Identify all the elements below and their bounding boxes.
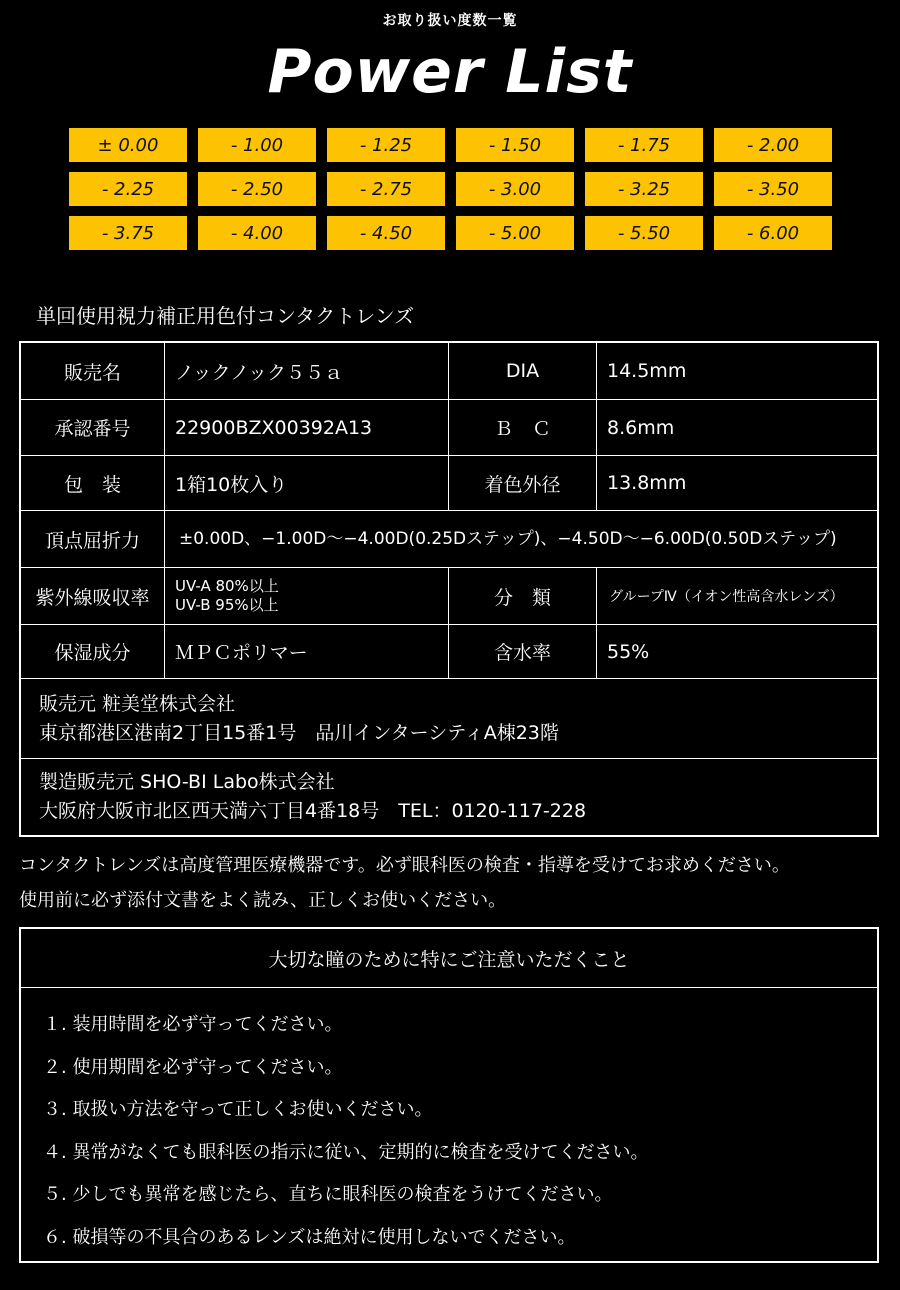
- package-value: 1箱10枚入り: [175, 473, 288, 496]
- caution-item: ４. 異常がなくても眼科医の指示に従い、定期的に検査を受けてください。: [43, 1141, 649, 1163]
- caution-item: ３. 取扱い方法を守って正しくお使いください。: [43, 1099, 433, 1121]
- power-grid: [69, 128, 835, 250]
- moisturizer-value: ＭＰＣポリマー: [175, 642, 308, 664]
- approval-label: 承認番号: [54, 418, 131, 440]
- uv-absorption-value: [165, 568, 448, 624]
- spec-row: [21, 456, 877, 511]
- power-list-subtitle: お取り扱い度数一覧: [382, 13, 518, 29]
- spec-row: [21, 568, 877, 625]
- maker-name: 製造販売元 SHO-BI Labo株式会社: [39, 771, 335, 793]
- spec-row: [21, 400, 877, 456]
- power-chip: - 2.00: [714, 128, 832, 162]
- color-diameter-value: 13.8mm: [607, 472, 687, 494]
- maker-row: [21, 759, 877, 835]
- power-chip: - 4.00: [198, 216, 316, 250]
- spec-row: [21, 343, 877, 400]
- caution-list: [21, 988, 877, 1257]
- caution-item: １. 装用時間を必ず守ってください。: [43, 1014, 343, 1036]
- power-chip: - 4.50: [327, 216, 445, 250]
- maker-info: [21, 759, 877, 835]
- power-chip: - 1.75: [585, 128, 703, 162]
- power-chip: - 1.25: [327, 128, 445, 162]
- caution-item: ５. 少しでも異常を感じたら、直ちに眼科医の検査をうけてください。: [43, 1184, 613, 1206]
- power-list-title: Power List: [267, 37, 633, 107]
- seller-address: 東京都港区港南2丁目15番1号 品川インターシティA棟23階: [39, 721, 559, 744]
- medical-device-notice: コンタクトレンズは高度管理医療機器です。必ず眼科医の検査・指導を受けてお求めください。: [19, 855, 790, 876]
- bc-label: Ｂ Ｃ: [493, 418, 551, 440]
- uv-a-value: UV-A 80%以上: [175, 577, 279, 595]
- seller-name: 販売元 粧美堂株式会社: [39, 692, 236, 715]
- power-chip: - 5.50: [585, 216, 703, 250]
- seller-info: [21, 679, 877, 758]
- uv-b-value: UV-B 95%以上: [175, 596, 279, 614]
- power-chip: - 5.00: [456, 216, 574, 250]
- spec-row: [21, 625, 877, 679]
- power-chip: - 3.75: [69, 216, 187, 250]
- color-diameter-label: 着色外径: [484, 473, 561, 496]
- spec-heading: 単回使用視力補正用色付コンタクトレンズ: [36, 304, 415, 328]
- classification-value: グループⅣ（イオン性高含水レンズ）: [609, 589, 844, 605]
- power-chip: - 2.50: [198, 172, 316, 206]
- moisturizer-label: 保湿成分: [54, 642, 131, 664]
- power-chip: ± 0.00: [69, 128, 187, 162]
- power-chip: - 6.00: [714, 216, 832, 250]
- dia-label: DIA: [505, 360, 540, 382]
- spec-table: [19, 341, 879, 837]
- power-chip: - 3.50: [714, 172, 832, 206]
- approval-value: 22900BZX00392A13: [175, 416, 373, 439]
- caution-box: [19, 927, 879, 1263]
- product-name-label: 販売名: [63, 361, 121, 384]
- caution-item: ２. 使用期間を必ず守ってください。: [43, 1056, 343, 1078]
- seller-row: [21, 679, 877, 759]
- vertex-power-label: 頂点屈折力: [44, 529, 140, 552]
- caution-item: ６. 破損等の不具合のあるレンズは絶対に使用しないでください。: [43, 1226, 576, 1248]
- water-content-label: 含水率: [493, 642, 551, 664]
- power-chip: - 2.75: [327, 172, 445, 206]
- caution-title: 大切な瞳のために特にご注意いただくこと: [21, 929, 877, 988]
- water-content-value: 55%: [607, 640, 650, 663]
- maker-address: 大阪府大阪市北区西天満六丁目4番18号 TEL：0120-117-228: [39, 800, 587, 822]
- power-chip: - 3.25: [585, 172, 703, 206]
- power-chip: - 1.00: [198, 128, 316, 162]
- instructions-notice: 使用前に必ず添付文書をよく読み、正しくお使いください。: [19, 890, 507, 911]
- uv-absorption-label: 紫外線吸収率: [35, 586, 150, 609]
- dia-value: 14.5mm: [607, 360, 687, 382]
- power-chip: - 2.25: [69, 172, 187, 206]
- package-label: 包 装: [63, 473, 121, 496]
- power-chip: - 1.50: [456, 128, 574, 162]
- spec-row: [21, 511, 877, 568]
- vertex-power-value: ±0.00D、−1.00D〜−4.00D(0.25Dステップ)、−4.50D〜−6.00D(0.50Dステップ): [179, 528, 837, 549]
- product-name-value: ノックノック５５ａ: [175, 361, 343, 384]
- classification-label: 分 類: [493, 586, 551, 609]
- bc-value: 8.6mm: [607, 416, 675, 439]
- power-chip: - 3.00: [456, 172, 574, 206]
